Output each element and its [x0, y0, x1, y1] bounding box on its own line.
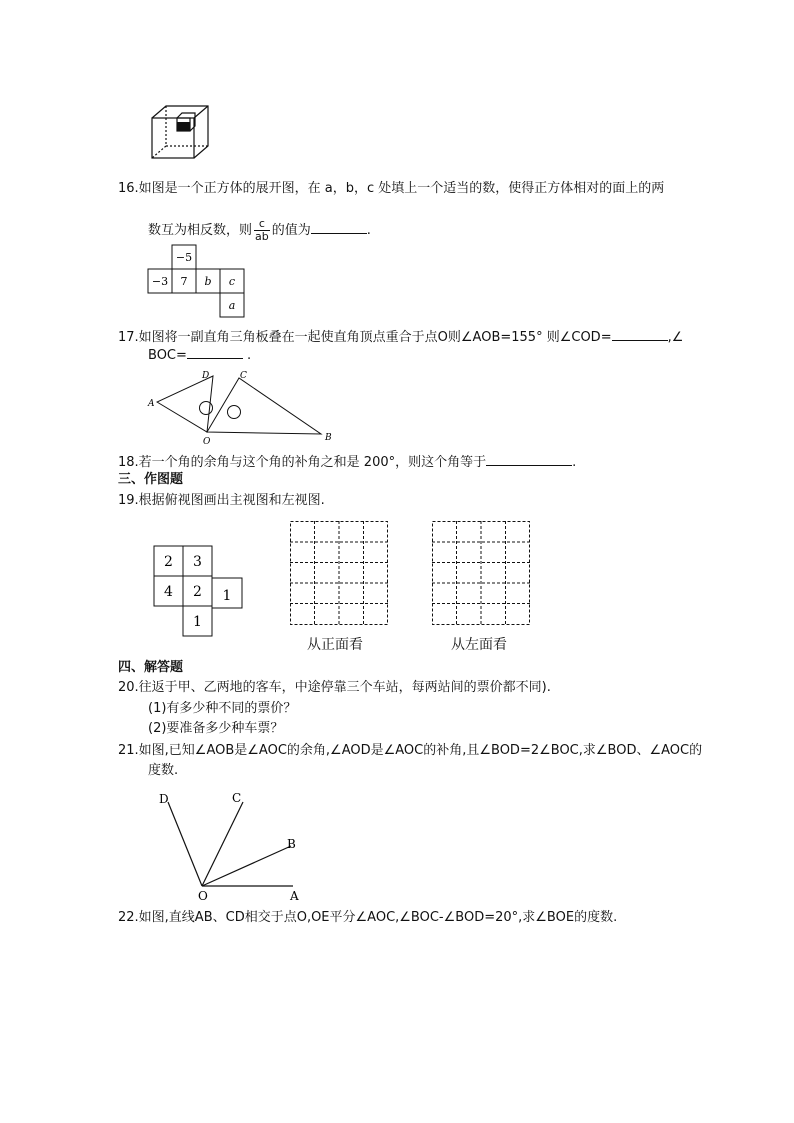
q17-boc-blank[interactable] [187, 345, 243, 359]
q21-label-B: B [287, 837, 296, 851]
grid-e: 1 [222, 588, 232, 604]
left-view-dashed-grid[interactable] [432, 521, 530, 625]
q20-text: 20.往返于甲、乙两地的客车，中途停靠三个车站，每两站间的票价都不同). [118, 680, 551, 695]
net-r1: −3 [151, 275, 169, 288]
q21-angle-figure [155, 790, 315, 904]
q18-text: 18.若一个角的余角与这个角的补角之和是 200°，则这个角等于 [118, 455, 487, 470]
grid-a: 2 [164, 554, 173, 570]
q21-label-D: D [159, 792, 169, 806]
q16-line2 [148, 218, 371, 243]
cube-figure [150, 104, 210, 160]
q17-label-D: D [202, 371, 210, 381]
q21-label-C: C [232, 791, 242, 805]
left-view-caption: 从左面看 [451, 637, 507, 653]
q21-label-O: O [198, 889, 208, 903]
grid-f: 1 [193, 614, 202, 630]
grid-b: 3 [193, 554, 202, 570]
net-top: −5 [175, 251, 193, 264]
q17-label-B: B [325, 433, 332, 443]
q17-line2 [148, 345, 251, 365]
q19-text: 19.根据俯视图画出主视图和左视图. [118, 493, 325, 508]
q20-sub1: (1)有多少种不同的票价？ [148, 701, 297, 716]
q17-line1-text: 17.如图将一副直角三角板叠在一起使直角顶点重合于点O则∠AOB=155° 则∠COD= [118, 330, 612, 345]
q18-line [118, 452, 576, 472]
q16-frac-num: c [254, 218, 270, 231]
q18-end: . [572, 455, 577, 470]
net-r2: 7 [180, 275, 188, 288]
net-bottom: a [228, 299, 236, 312]
grid-c: 4 [164, 584, 173, 600]
q16-frac-den: ab [255, 230, 269, 243]
grid-d: 2 [193, 584, 202, 600]
q21-line2: 度数. [148, 763, 179, 778]
section3-heading: 三、作图题 [118, 472, 184, 487]
q17-line1 [118, 327, 683, 347]
net-r3: b [204, 275, 212, 288]
q21-line1: 21.如图,已知∠AOB是∠AOC的余角,∠AOD是∠AOC的补角,且∠BOD=2∠BOC,求∠BOD、∠AOC的 [118, 743, 703, 758]
q17-line1-end: ,∠ [667, 330, 684, 345]
q17-line2-end: . [242, 348, 252, 363]
q17-label-A: A [148, 399, 155, 409]
q17-label-C: C [240, 371, 247, 381]
q16-fraction [254, 218, 270, 243]
q16-answer-blank[interactable] [311, 220, 367, 234]
q20-sub2: (2)要准备多少种车票？ [148, 721, 284, 736]
q18-answer-blank[interactable] [486, 452, 572, 466]
q22-text: 22.如图,直线AB、CD相交于点O,OE平分∠AOC,∠BOC-∠BOD=20°,求∠BOE的度数. [118, 910, 618, 925]
q16-line2-post: 的值为 [271, 223, 311, 238]
front-view-dashed-grid[interactable] [290, 521, 388, 625]
q16-line2-pre: 数互为相反数，则 [148, 223, 253, 238]
q16-line2-end: . [366, 223, 371, 238]
q21-label-A: A [290, 889, 299, 903]
q19-top-view-grid [154, 546, 246, 642]
q16-cube-net [148, 245, 248, 319]
q17-line2-text: BOC= [148, 348, 187, 363]
q17-label-O: O [203, 437, 211, 447]
q17-cod-blank[interactable] [612, 327, 668, 341]
front-view-caption: 从正面看 [307, 637, 363, 653]
section4-heading: 四、解答题 [118, 660, 184, 675]
q17-triangles-figure [145, 366, 345, 448]
net-r4: c [228, 275, 236, 288]
q16-line1: 16.如图是一个正方体的展开图，在 a，b，c 处填上一个适当的数，使得正方体相对的面上的两 [118, 181, 665, 196]
